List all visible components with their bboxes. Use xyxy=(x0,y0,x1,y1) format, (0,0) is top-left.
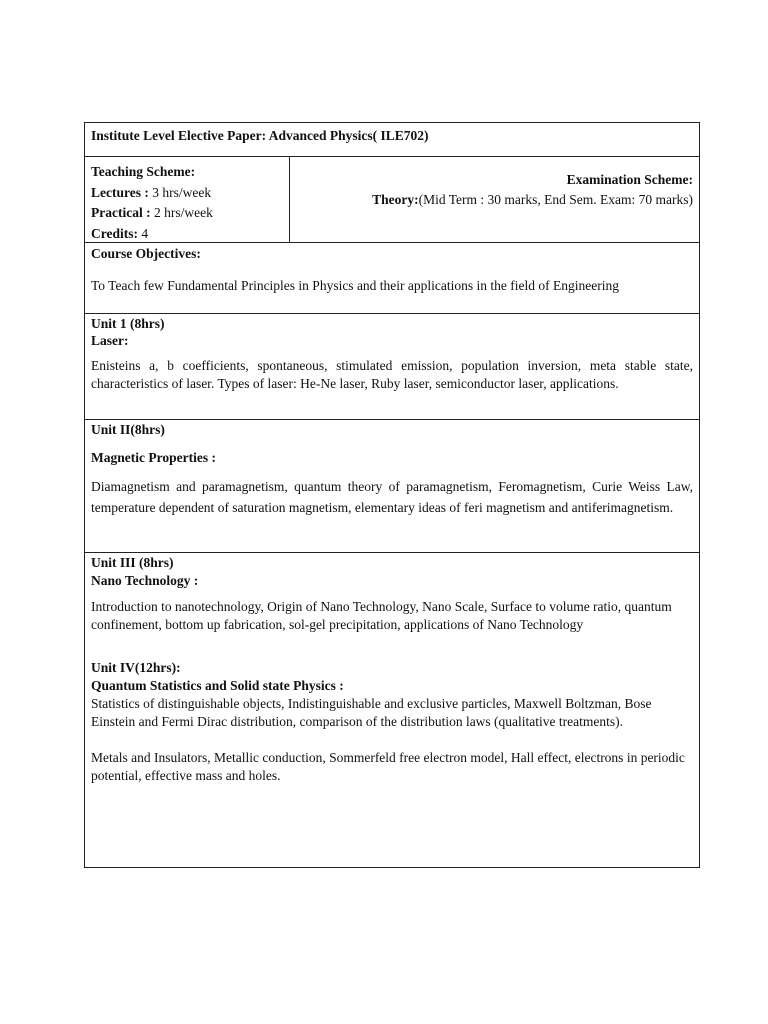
unit3-text: Introduction to nanotechnology, Origin of Nano Technology, Nano Scale, Surface to volume ratio, quantum confinement, bottom up fabrication, sol-gel precipitation, applications of Nano Technology xyxy=(91,599,672,632)
unit2-topic: Magnetic Properties : xyxy=(91,450,216,465)
syllabus-table xyxy=(84,122,700,868)
unit3-unit4-cell xyxy=(85,553,699,867)
unit1-heading: Unit 1 (8hrs) xyxy=(91,316,165,331)
examination-scheme-cell xyxy=(290,157,699,242)
credits-line xyxy=(91,224,283,245)
unit1-topic: Laser: xyxy=(91,333,129,348)
practical-value: 2 hrs/week xyxy=(150,205,213,220)
lectures-value: 3 hrs/week xyxy=(148,184,212,200)
unit4-text-metals: Metals and Insulators, Metallic conduction, Sommerfeld free electron model, Hall effect, electrons in periodic potential, effective mass and holes. xyxy=(91,750,685,783)
teaching-scheme-heading: Teaching Scheme: xyxy=(91,164,196,179)
examination-scheme-heading: Examination Scheme: xyxy=(566,172,693,187)
credits-label: Credits: xyxy=(91,225,138,241)
unit2-row xyxy=(85,420,699,553)
title-row xyxy=(85,123,699,157)
paper-title: Institute Level Elective Paper: Advanced Physics( ILE702) xyxy=(91,128,429,143)
unit1-text: Enisteins a, b coefficients, spontaneous, stimulated emission, population inversion, meta stable state, characteristics of laser. Types of laser: He-Ne laser, Ruby laser, semiconductor laser, applications. xyxy=(91,358,693,391)
theory-label: Theory: xyxy=(372,192,419,207)
credits-value: 4 xyxy=(138,225,149,241)
unit2-text: Diamagnetism and paramagnetism, quantum theory of paramagnetism, Feromagnetism, Curie Weiss Law, temperature dependent of saturation magnetism, elementary ideas of feri magnetism and antiferimagnetism. xyxy=(91,479,693,515)
lectures-label: Lectures : xyxy=(91,184,149,200)
unit3-topic: Nano Technology : xyxy=(91,573,199,588)
unit2-heading: Unit II(8hrs) xyxy=(91,422,165,437)
practical-label: Practical : xyxy=(91,205,151,220)
objectives-row xyxy=(85,243,699,314)
practical-line xyxy=(91,203,283,224)
unit1-row xyxy=(85,314,699,420)
scheme-row xyxy=(85,157,699,243)
objectives-heading: Course Objectives: xyxy=(91,246,201,261)
teaching-scheme-cell xyxy=(85,157,290,242)
theory-line xyxy=(372,192,693,208)
unit4-text-statistics: Statistics of distinguishable objects, Indistinguishable and exclusive particles, Maxwell Boltzman, Bose Einstein and Fermi Dirac distribution, comparison of the distribution laws (qualitative treatments). xyxy=(91,696,652,729)
objectives-text: To Teach few Fundamental Principles in Physics and their applications in the field of Engineering xyxy=(91,278,619,293)
unit4-heading: Unit IV(12hrs): xyxy=(91,660,181,675)
unit3-heading: Unit III (8hrs) xyxy=(91,555,174,570)
theory-value: (Mid Term : 30 marks, End Sem. Exam: 70 marks) xyxy=(418,192,693,207)
lectures-line xyxy=(91,183,283,204)
unit4-topic: Quantum Statistics and Solid state Physics : xyxy=(91,678,344,693)
